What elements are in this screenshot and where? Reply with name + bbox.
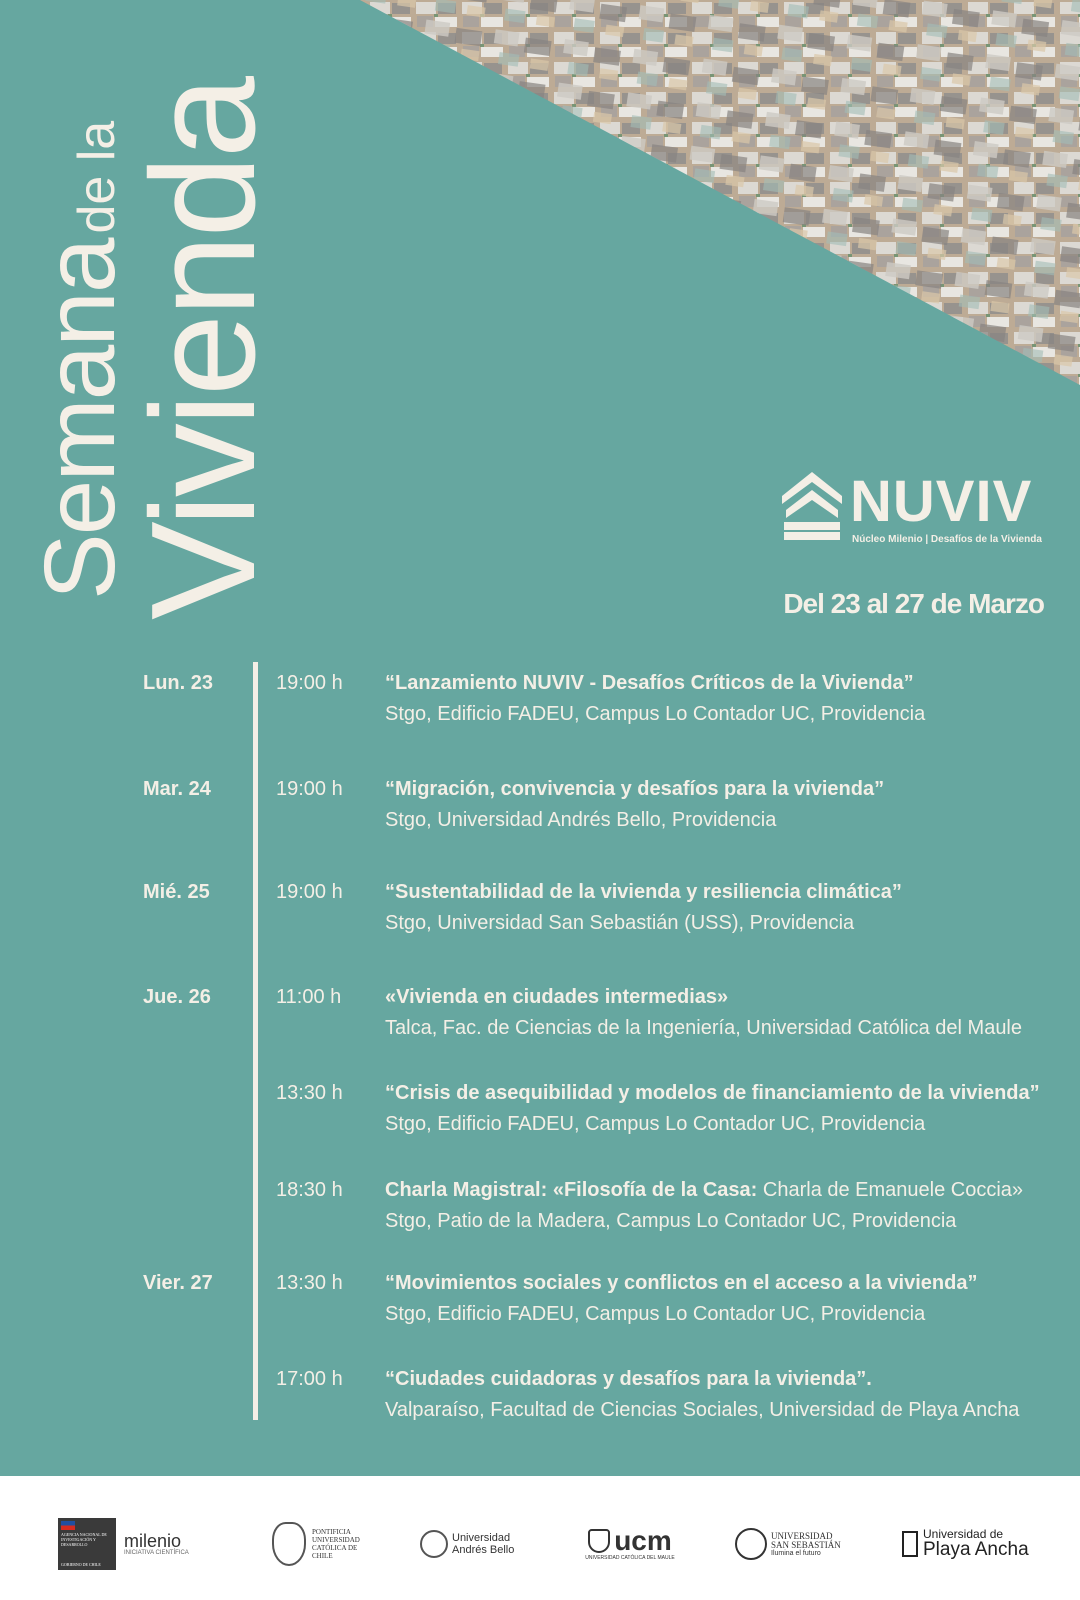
ucm-sub: UNIVERSIDAD CATÓLICA DEL MAULE bbox=[585, 1555, 675, 1561]
schedule-place: Valparaíso, Facultad de Ciencias Sociales, Universidad de Playa Ancha bbox=[385, 1399, 1020, 1421]
sponsor-upla bbox=[902, 1516, 1042, 1572]
title-semana: Semana bbox=[24, 239, 136, 600]
anid-sub: GOBIERNO DE CHILE bbox=[61, 1562, 101, 1567]
uss-sub: Ilumina el futuro bbox=[771, 1549, 821, 1557]
event-dates: Del 23 al 27 de Marzo bbox=[783, 588, 1044, 619]
schedule-title bbox=[385, 1179, 1023, 1202]
milenio-sub: INICIATIVA CIENTÍFICA bbox=[124, 1550, 189, 1556]
title-vivienda: Vivienda bbox=[121, 78, 286, 620]
schedule-title: “Lanzamiento NUVIV - Desafíos Críticos de la Vivienda” bbox=[385, 672, 914, 694]
schedule-title: “Sustentabilidad de la vivienda y resiliencia climática” bbox=[385, 881, 902, 903]
sponsor-footer bbox=[0, 1476, 1080, 1600]
schedule-title-bold: Charla Magistral: «Filosofía de la Casa: bbox=[385, 1179, 758, 1201]
puc-crest-icon bbox=[272, 1522, 306, 1566]
logo-tagline: Núcleo Milenio | Desafíos de la Vivienda bbox=[852, 534, 1042, 545]
unab-seal-icon bbox=[420, 1530, 448, 1558]
unab-label: Universidad Andrés Bello bbox=[452, 1532, 515, 1556]
schedule-place: Stgo, Edificio FADEU, Campus Lo Contador UC, Providencia bbox=[385, 1303, 926, 1325]
schedule-day: Mar. 24 bbox=[143, 778, 211, 800]
schedule-title-plain: Charla de Emanuele Coccia» bbox=[757, 1179, 1024, 1201]
upla-building-icon bbox=[902, 1531, 918, 1557]
puc-label: PONTIFICIA UNIVERSIDAD CATÓLICA DE CHILE bbox=[312, 1528, 360, 1560]
ucm-shield-icon bbox=[588, 1529, 610, 1553]
schedule-day: Mié. 25 bbox=[143, 881, 210, 903]
logo-wordmark: NUVIV bbox=[850, 469, 1033, 534]
sponsor-puc bbox=[272, 1516, 382, 1572]
chile-flag-icon bbox=[61, 1521, 75, 1530]
schedule-title: «Vivienda en ciudades intermedias» bbox=[385, 986, 729, 1008]
schedule-time: 13:30 h bbox=[276, 1082, 343, 1104]
schedule-place: Stgo, Edificio FADEU, Campus Lo Contador UC, Providencia bbox=[385, 1113, 926, 1135]
schedule-time: 17:00 h bbox=[276, 1368, 343, 1390]
nuviv-logo bbox=[780, 470, 1050, 550]
schedule-time: 13:30 h bbox=[276, 1272, 343, 1294]
upla-label-bottom: Playa Ancha bbox=[923, 1539, 1029, 1560]
upla-label-top: Universidad de bbox=[923, 1527, 1004, 1541]
sponsor-uss bbox=[735, 1516, 850, 1572]
schedule-day: Jue. 26 bbox=[143, 986, 211, 1008]
schedule-time: 19:00 h bbox=[276, 778, 343, 800]
schedule-title: “Migración, convivencia y desafíos para la vivienda” bbox=[385, 778, 885, 800]
house-logo-icon bbox=[780, 470, 844, 542]
schedule-place: Talca, Fac. de Ciencias de la Ingeniería, Universidad Católica del Maule bbox=[385, 1017, 1023, 1039]
sponsor-milenio bbox=[124, 1516, 214, 1572]
uss-label: UNIVERSIDAD SAN SEBASTIÁN bbox=[771, 1530, 841, 1550]
sponsor-unab bbox=[420, 1516, 530, 1572]
schedule-time: 19:00 h bbox=[276, 672, 343, 694]
milenio-label: milenio bbox=[124, 1531, 182, 1551]
schedule-time: 18:30 h bbox=[276, 1179, 343, 1201]
schedule-title: “Movimientos sociales y conflictos en el acceso a la vivienda” bbox=[385, 1272, 978, 1294]
schedule-place: Stgo, Universidad Andrés Bello, Providencia bbox=[385, 809, 777, 831]
schedule-time: 19:00 h bbox=[276, 881, 343, 903]
timeline-divider bbox=[253, 662, 258, 1420]
schedule-place: Stgo, Patio de la Madera, Campus Lo Contador UC, Providencia bbox=[385, 1210, 957, 1232]
event-title bbox=[24, 20, 286, 620]
anid-label: AGENCIA NACIONAL DE INVESTIGACIÓN Y DESARROLLO bbox=[61, 1532, 107, 1547]
schedule-place: Stgo, Edificio FADEU, Campus Lo Contador UC, Providencia bbox=[385, 703, 926, 725]
ucm-label: ucm bbox=[614, 1525, 672, 1556]
schedule-day: Vier. 27 bbox=[143, 1272, 213, 1294]
schedule-title: “Crisis de asequibilidad y modelos de financiamiento de la vivienda” bbox=[385, 1082, 1040, 1104]
title-de-la: de la bbox=[68, 120, 126, 234]
schedule-title: “Ciudades cuidadoras y desafíos para la vivienda”. bbox=[385, 1368, 872, 1390]
schedule-time: 11:00 h bbox=[276, 986, 342, 1008]
schedule-day: Lun. 23 bbox=[143, 672, 214, 694]
schedule-place: Stgo, Universidad San Sebastián (USS), Providencia bbox=[385, 912, 855, 934]
sponsor-anid bbox=[58, 1516, 118, 1572]
uss-seal-icon bbox=[735, 1528, 767, 1560]
sponsor-ucm bbox=[580, 1516, 680, 1572]
